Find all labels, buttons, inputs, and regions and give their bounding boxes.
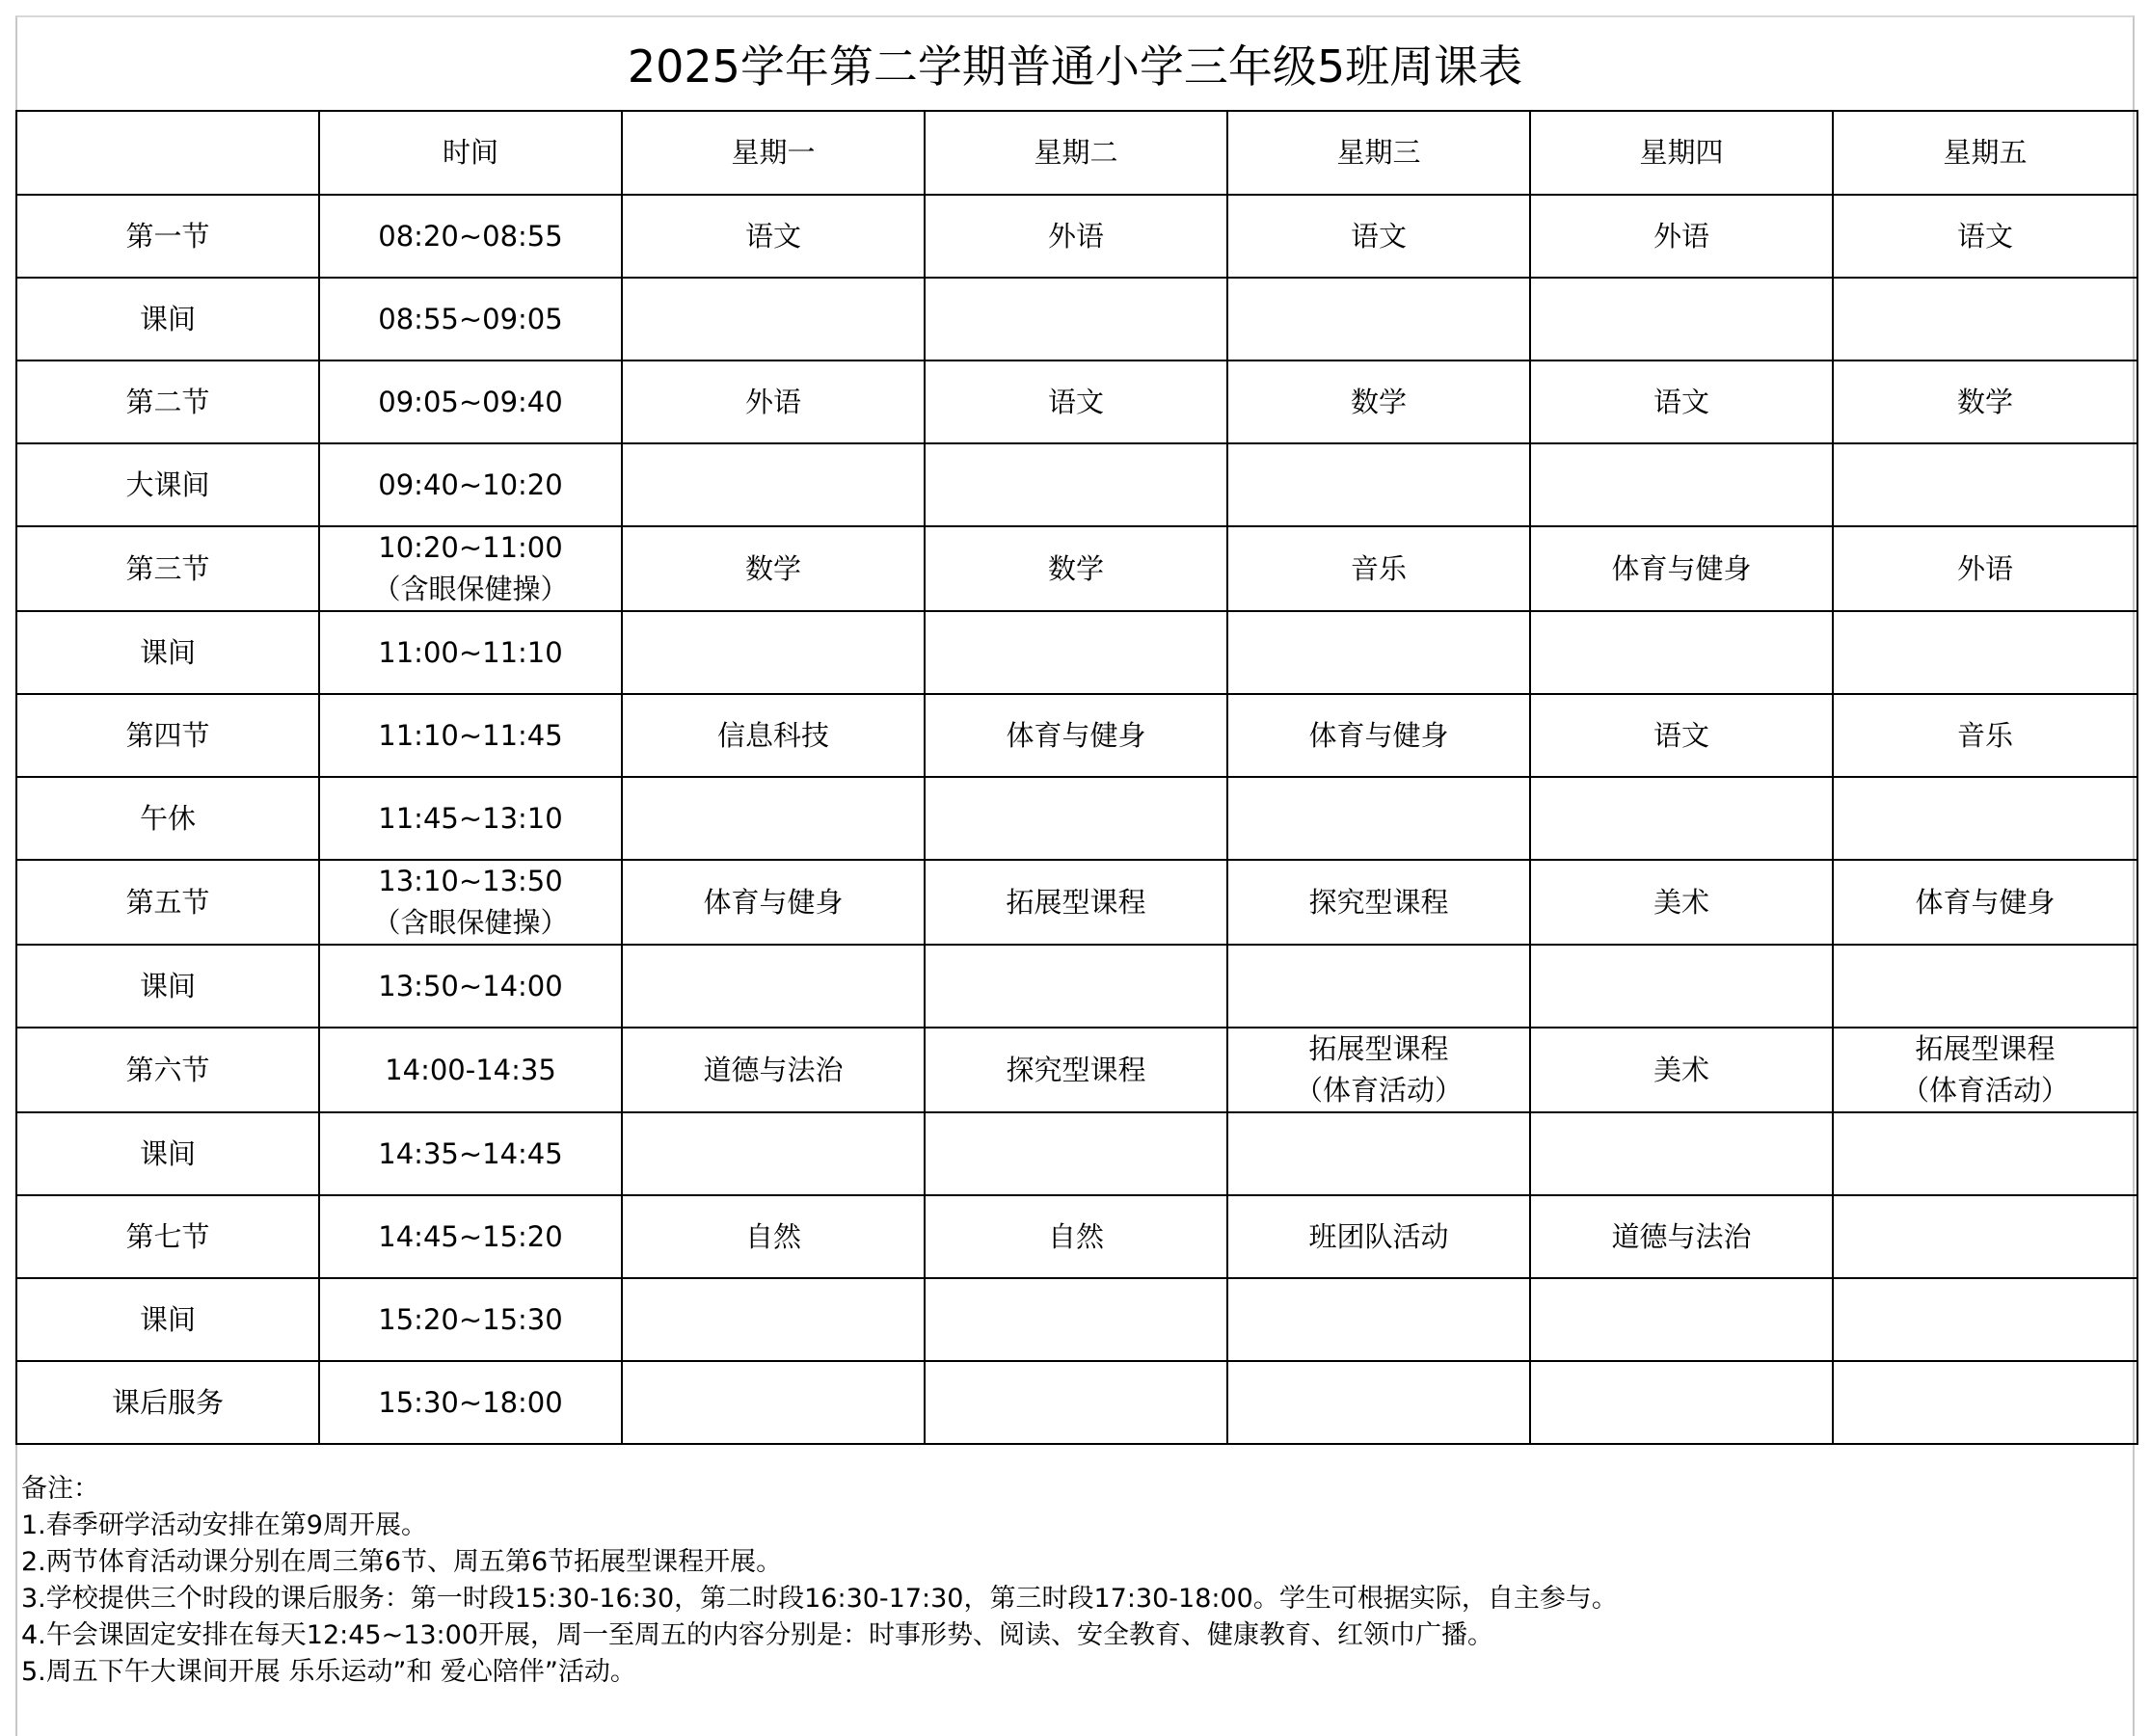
subject-cell-wednesday: [1227, 611, 1530, 694]
period-name-cell: 第六节: [16, 1028, 319, 1112]
period-time-cell: [319, 526, 622, 611]
period-name-cell: 午休: [16, 777, 319, 860]
subject-cell-tuesday: [925, 195, 1227, 278]
subject-cell-tuesday: [925, 1195, 1227, 1278]
period-time-line: 15:30~18:00: [378, 1385, 563, 1419]
subject-cell-monday: [622, 361, 925, 443]
period-time-line: （含眼保健操）: [372, 573, 569, 605]
table-row: [16, 361, 2137, 443]
subject-cell-wednesday: [1227, 1278, 1530, 1361]
header-row: [16, 111, 2137, 195]
subject-cell-monday: [622, 195, 925, 278]
table-row: [16, 1028, 2137, 1112]
period-time-line: 11:10~11:45: [378, 718, 563, 752]
period-time-cell: [319, 195, 622, 278]
table-row: [16, 1195, 2137, 1278]
period-time-cell: [319, 361, 622, 443]
schedule-body: [16, 195, 2137, 1444]
subject-line: 体育与健身: [1308, 718, 1449, 752]
subject-cell-monday: [622, 1028, 925, 1112]
table-row: [16, 945, 2137, 1028]
subject-line: （体育活动）: [1294, 1074, 1463, 1107]
period-time-cell: [319, 945, 622, 1028]
subject-cell-tuesday: [925, 777, 1227, 860]
subject-cell-thursday: [1530, 777, 1833, 860]
period-name-cell: 第三节: [16, 526, 319, 611]
header-blank-cell: [16, 111, 319, 195]
subject-line: 数学: [744, 551, 801, 585]
period-time-line: 14:45~15:20: [378, 1219, 563, 1253]
subject-cell-monday: [622, 1361, 925, 1444]
period-time-cell: [319, 443, 622, 526]
table-row: [16, 1278, 2137, 1361]
subject-cell-wednesday: [1227, 1112, 1530, 1195]
subject-cell-wednesday: [1227, 195, 1530, 278]
subject-cell-monday: [622, 526, 925, 611]
period-time-cell: [319, 694, 622, 777]
subject-line: 语文: [1653, 385, 1709, 418]
period-time-cell: [319, 1278, 622, 1361]
subject-cell-thursday: [1530, 1028, 1833, 1112]
subject-cell-thursday: [1530, 195, 1833, 278]
subject-cell-friday: [1833, 361, 2137, 443]
subject-line: 体育与健身: [1611, 551, 1752, 585]
subject-line: 信息科技: [716, 718, 829, 752]
note-line: 2.两节体育活动课分别在周三第6节、周五第6节拓展型课程开展。: [21, 1547, 783, 1577]
subject-cell-monday: [622, 694, 925, 777]
header-day-tuesday: 星期二: [925, 111, 1227, 195]
table-row: [16, 777, 2137, 860]
subject-cell-monday: [622, 1112, 925, 1195]
subject-line: 道德与法治: [1611, 1219, 1752, 1253]
spreadsheet-sheet: [15, 15, 2135, 1736]
subject-cell-tuesday: [925, 945, 1227, 1028]
subject-cell-thursday: [1530, 945, 1833, 1028]
header-day-wednesday: 星期三: [1227, 111, 1530, 195]
subject-cell-friday: [1833, 777, 2137, 860]
period-name-cell: 课间: [16, 611, 319, 694]
subject-line: 美术: [1653, 1053, 1709, 1086]
subject-cell-wednesday: [1227, 443, 1530, 526]
subject-cell-wednesday: [1227, 1361, 1530, 1444]
note-line: 3.学校提供三个时段的课后服务：第一时段15:30-16:30，第二时段16:30-17:30，第三时段17:30-18:00。学生可根据实际，自主参与。: [21, 1584, 1618, 1614]
period-time-line: 14:00-14:35: [385, 1053, 556, 1086]
header-day-thursday: 星期四: [1530, 111, 1833, 195]
table-row: [16, 1112, 2137, 1195]
subject-cell-friday: [1833, 1112, 2137, 1195]
table-row: [16, 611, 2137, 694]
subject-cell-friday: [1833, 278, 2137, 361]
period-time-cell: [319, 1028, 622, 1112]
subject-cell-thursday: [1530, 1112, 1833, 1195]
subject-cell-thursday: [1530, 361, 1833, 443]
subject-cell-wednesday: [1227, 777, 1530, 860]
subject-line: 探究型课程: [1006, 1053, 1146, 1086]
period-time-line: 10:20~11:00: [378, 531, 563, 564]
period-name-cell: 第二节: [16, 361, 319, 443]
subject-cell-wednesday: [1227, 945, 1530, 1028]
period-time-cell: [319, 611, 622, 694]
subject-line: 外语: [744, 385, 801, 418]
subject-cell-thursday: [1530, 526, 1833, 611]
period-name-cell: 大课间: [16, 443, 319, 526]
subject-cell-wednesday: [1227, 526, 1530, 611]
subject-line: 班团队活动: [1308, 1219, 1449, 1253]
subject-line: 道德与法治: [703, 1053, 844, 1086]
subject-cell-tuesday: [925, 443, 1227, 526]
subject-cell-monday: [622, 1278, 925, 1361]
subject-line: （体育活动）: [1900, 1074, 2069, 1107]
period-time-line: 09:40~10:20: [378, 467, 563, 501]
subject-cell-wednesday: [1227, 361, 1530, 443]
subject-line: 外语: [1047, 219, 1104, 253]
period-name-cell: 课间: [16, 1278, 319, 1361]
subject-cell-wednesday: [1227, 1028, 1530, 1112]
subject-cell-thursday: [1530, 1278, 1833, 1361]
subject-line: 美术: [1653, 885, 1709, 919]
subject-cell-friday: [1833, 611, 2137, 694]
period-time-line: 14:35~14:45: [378, 1136, 563, 1170]
subject-line: 拓展型课程: [1915, 1032, 2056, 1065]
subject-line: 数学: [1350, 385, 1407, 418]
subject-cell-friday: [1833, 443, 2137, 526]
period-name-cell: 课后服务: [16, 1361, 319, 1444]
subject-cell-wednesday: [1227, 860, 1530, 945]
subject-cell-wednesday: [1227, 694, 1530, 777]
subject-line: 语文: [1350, 219, 1407, 253]
subject-cell-monday: [622, 443, 925, 526]
subject-cell-thursday: [1530, 694, 1833, 777]
page-title: 2025学年第二学期普通小学三年级5班周课表: [627, 40, 1523, 93]
period-name-cell: 第七节: [16, 1195, 319, 1278]
subject-cell-friday: [1833, 1195, 2137, 1278]
period-time-line: 08:55~09:05: [378, 302, 563, 335]
subject-cell-monday: [622, 611, 925, 694]
subject-line: 语文: [1956, 219, 2013, 253]
period-name-cell: 第一节: [16, 195, 319, 278]
subject-cell-friday: [1833, 1278, 2137, 1361]
header-day-monday: 星期一: [622, 111, 925, 195]
period-time-line: 11:00~11:10: [378, 635, 563, 669]
subject-line: 外语: [1956, 551, 2013, 585]
subject-cell-friday: [1833, 860, 2137, 945]
header-day-friday: 星期五: [1833, 111, 2137, 195]
subject-line: 拓展型课程: [1006, 885, 1146, 919]
period-time-line: 08:20~08:55: [378, 219, 563, 253]
subject-cell-monday: [622, 945, 925, 1028]
subject-cell-thursday: [1530, 443, 1833, 526]
subject-line: 数学: [1956, 385, 2013, 418]
subject-cell-tuesday: [925, 1361, 1227, 1444]
period-name-cell: 第四节: [16, 694, 319, 777]
header-time-cell: 时间: [319, 111, 622, 195]
subject-cell-monday: [622, 278, 925, 361]
subject-cell-monday: [622, 777, 925, 860]
subject-line: 数学: [1047, 551, 1104, 585]
period-time-line: 13:10~13:50: [378, 865, 563, 897]
subject-cell-tuesday: [925, 278, 1227, 361]
subject-cell-thursday: [1530, 1361, 1833, 1444]
subject-line: 自然: [744, 1219, 801, 1253]
subject-cell-tuesday: [925, 1278, 1227, 1361]
schedule-table: [15, 110, 2138, 1445]
subject-cell-friday: [1833, 945, 2137, 1028]
subject-cell-thursday: [1530, 278, 1833, 361]
period-time-line: 15:20~15:30: [378, 1302, 563, 1336]
subject-cell-tuesday: [925, 361, 1227, 443]
subject-cell-tuesday: [925, 611, 1227, 694]
period-time-cell: [319, 1195, 622, 1278]
subject-line: 体育与健身: [703, 885, 844, 919]
period-time-cell: [319, 1361, 622, 1444]
subject-cell-wednesday: [1227, 278, 1530, 361]
period-time-cell: [319, 860, 622, 945]
table-row: [16, 443, 2137, 526]
table-row: [16, 694, 2137, 777]
subject-cell-monday: [622, 1195, 925, 1278]
subject-cell-tuesday: [925, 694, 1227, 777]
subject-line: 体育与健身: [1006, 718, 1146, 752]
subject-line: 语文: [1047, 385, 1104, 418]
subject-line: 外语: [1653, 219, 1709, 253]
period-name-cell: 课间: [16, 278, 319, 361]
period-time-cell: [319, 278, 622, 361]
period-time-line: （含眼保健操）: [372, 906, 569, 939]
subject-cell-friday: [1833, 1028, 2137, 1112]
period-time-line: 13:50~14:00: [378, 969, 563, 1002]
subject-cell-friday: [1833, 195, 2137, 278]
note-line: 5.周五下午大课间开展 乐乐运动”和 爱心陪伴”活动。: [21, 1657, 636, 1687]
subject-line: 自然: [1047, 1219, 1104, 1253]
period-time-cell: [319, 1112, 622, 1195]
period-name-cell: 课间: [16, 945, 319, 1028]
table-row: [16, 860, 2137, 945]
subject-cell-tuesday: [925, 526, 1227, 611]
note-line: 1.春季研学活动安排在第9周开展。: [21, 1510, 427, 1540]
period-time-line: 11:45~13:10: [378, 801, 563, 835]
subject-cell-tuesday: [925, 1112, 1227, 1195]
subject-cell-monday: [622, 860, 925, 945]
table-row: [16, 278, 2137, 361]
subject-cell-friday: [1833, 526, 2137, 611]
period-name-cell: 第五节: [16, 860, 319, 945]
subject-cell-friday: [1833, 694, 2137, 777]
subject-cell-thursday: [1530, 860, 1833, 945]
period-name-cell: 课间: [16, 1112, 319, 1195]
table-row: [16, 526, 2137, 611]
subject-line: 音乐: [1956, 718, 2013, 752]
subject-cell-tuesday: [925, 860, 1227, 945]
subject-cell-thursday: [1530, 611, 1833, 694]
period-time-line: 09:05~09:40: [378, 385, 563, 418]
subject-line: 语文: [744, 219, 801, 253]
subject-line: 探究型课程: [1308, 885, 1449, 919]
table-row: [16, 1361, 2137, 1444]
subject-cell-thursday: [1530, 1195, 1833, 1278]
subject-line: 音乐: [1350, 551, 1407, 585]
period-time-cell: [319, 777, 622, 860]
subject-line: 体育与健身: [1915, 885, 2056, 919]
subject-cell-tuesday: [925, 1028, 1227, 1112]
table-row: [16, 195, 2137, 278]
subject-line: 语文: [1653, 718, 1709, 752]
subject-cell-friday: [1833, 1361, 2137, 1444]
notes-block: [21, 1471, 1618, 1691]
subject-line: 拓展型课程: [1308, 1032, 1449, 1065]
note-line: 4.午会课固定安排在每天12:45~13:00开展，周一至周五的内容分别是：时事形势、阅读、安全教育、健康教育、红领巾广播。: [21, 1620, 1494, 1650]
notes-heading: 备注：: [21, 1474, 99, 1504]
subject-cell-wednesday: [1227, 1195, 1530, 1278]
